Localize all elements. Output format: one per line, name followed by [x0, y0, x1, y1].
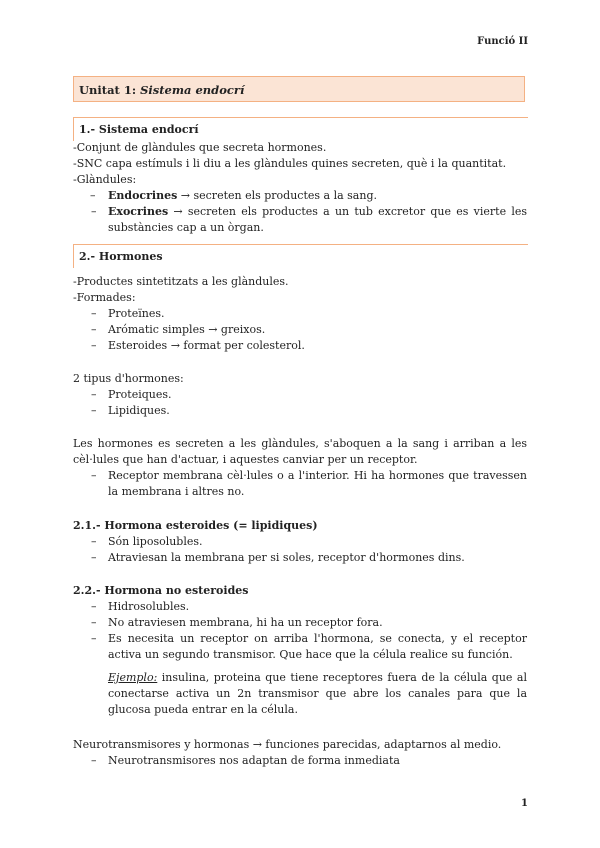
- neuro-line: Neurotransmisores y hormonas → funciones parecidas, adaptarnos al medio.: [73, 738, 502, 751]
- bullet-term: Endocrines: [108, 189, 178, 202]
- types-intro: 2 tipus d'hormones:: [73, 372, 184, 385]
- list-item: [91, 188, 377, 204]
- list-item: – Es necesita un receptor on arriba l'hormona, se conecta, y el receptor activa un segundo transmisor. Que hace que la célula realice su función.: [91, 632, 527, 661]
- bullet-text: → secreten els productes a un tub excretor que es vierte les substàncies cap a un òrgan.: [108, 205, 527, 234]
- s1-line-3: -Glàndules:: [73, 173, 137, 186]
- s2-line-1: -Productes sintetitzats a les glàndules.: [73, 275, 289, 288]
- section-2-heading: 2.- Hormones: [73, 244, 528, 268]
- list-item: – Arómatic simples → greixos.: [91, 323, 266, 336]
- s2-line-2: -Formades:: [73, 291, 136, 304]
- list-item: – No atraviesen membrana, hi ha un receptor fora.: [91, 616, 383, 629]
- example-paragraph: [108, 670, 527, 718]
- list-item: – Són liposolubles.: [91, 535, 203, 548]
- list-item: – Proteiques.: [91, 388, 172, 401]
- bullet-text: → secreten els productes a la sang.: [177, 189, 377, 202]
- bullet-dash: –: [91, 205, 97, 218]
- hormones-paragraph: Les hormones es secreten a les glàndules, s'aboquen a la sang i arriban a les cèl·lules que han d'actuar, i aquestes canviar per un receptor.: [73, 437, 527, 466]
- list-item: – Receptor membrana cèl·lules o a l'interior. Hi ha hormones que travessen la membrana i altres no.: [91, 469, 527, 498]
- list-item: [91, 204, 527, 236]
- course-header: Funció II: [477, 36, 528, 47]
- section-2-2-heading: 2.2.- Hormona no esteroides: [73, 584, 249, 597]
- section-2-1-heading: 2.1.- Hormona esteroides (= lipidiques): [73, 519, 318, 532]
- list-item: – Lipidiques.: [91, 404, 170, 417]
- list-item: – Atraviesan la membrana per si soles, receptor d'hormones dins.: [91, 551, 465, 564]
- page-number: 1: [521, 798, 528, 809]
- bullet-term: Exocrines: [108, 205, 169, 218]
- bullet-dash: –: [90, 189, 96, 202]
- s1-line-2: -SNC capa estímuls i li diu a les glàndules quines secreten, què i la quantitat.: [73, 157, 507, 170]
- unit-title-box: [73, 76, 525, 102]
- s1-line-1: -Conjunt de glàndules que secreta hormones.: [73, 141, 327, 154]
- unit-title: Sistema endocrí: [140, 83, 245, 97]
- unit-prefix: Unitat 1:: [79, 83, 141, 97]
- section-1-heading: 1.- Sistema endocrí: [73, 117, 528, 141]
- example-label: Ejemplo:: [108, 671, 158, 684]
- list-item: – Hidrosolubles.: [91, 600, 190, 613]
- list-item: – Esteroides → format per colesterol.: [91, 339, 305, 352]
- example-text: insulina, proteina que tiene receptores fuera de la célula que al conectarse activa un 2n transmisor que abre los canales para que la glucosa pueda entrar en la célula.: [108, 671, 527, 716]
- list-item: – Neurotransmisores nos adaptan de forma inmediata: [91, 754, 400, 767]
- list-item: – Proteïnes.: [91, 307, 165, 320]
